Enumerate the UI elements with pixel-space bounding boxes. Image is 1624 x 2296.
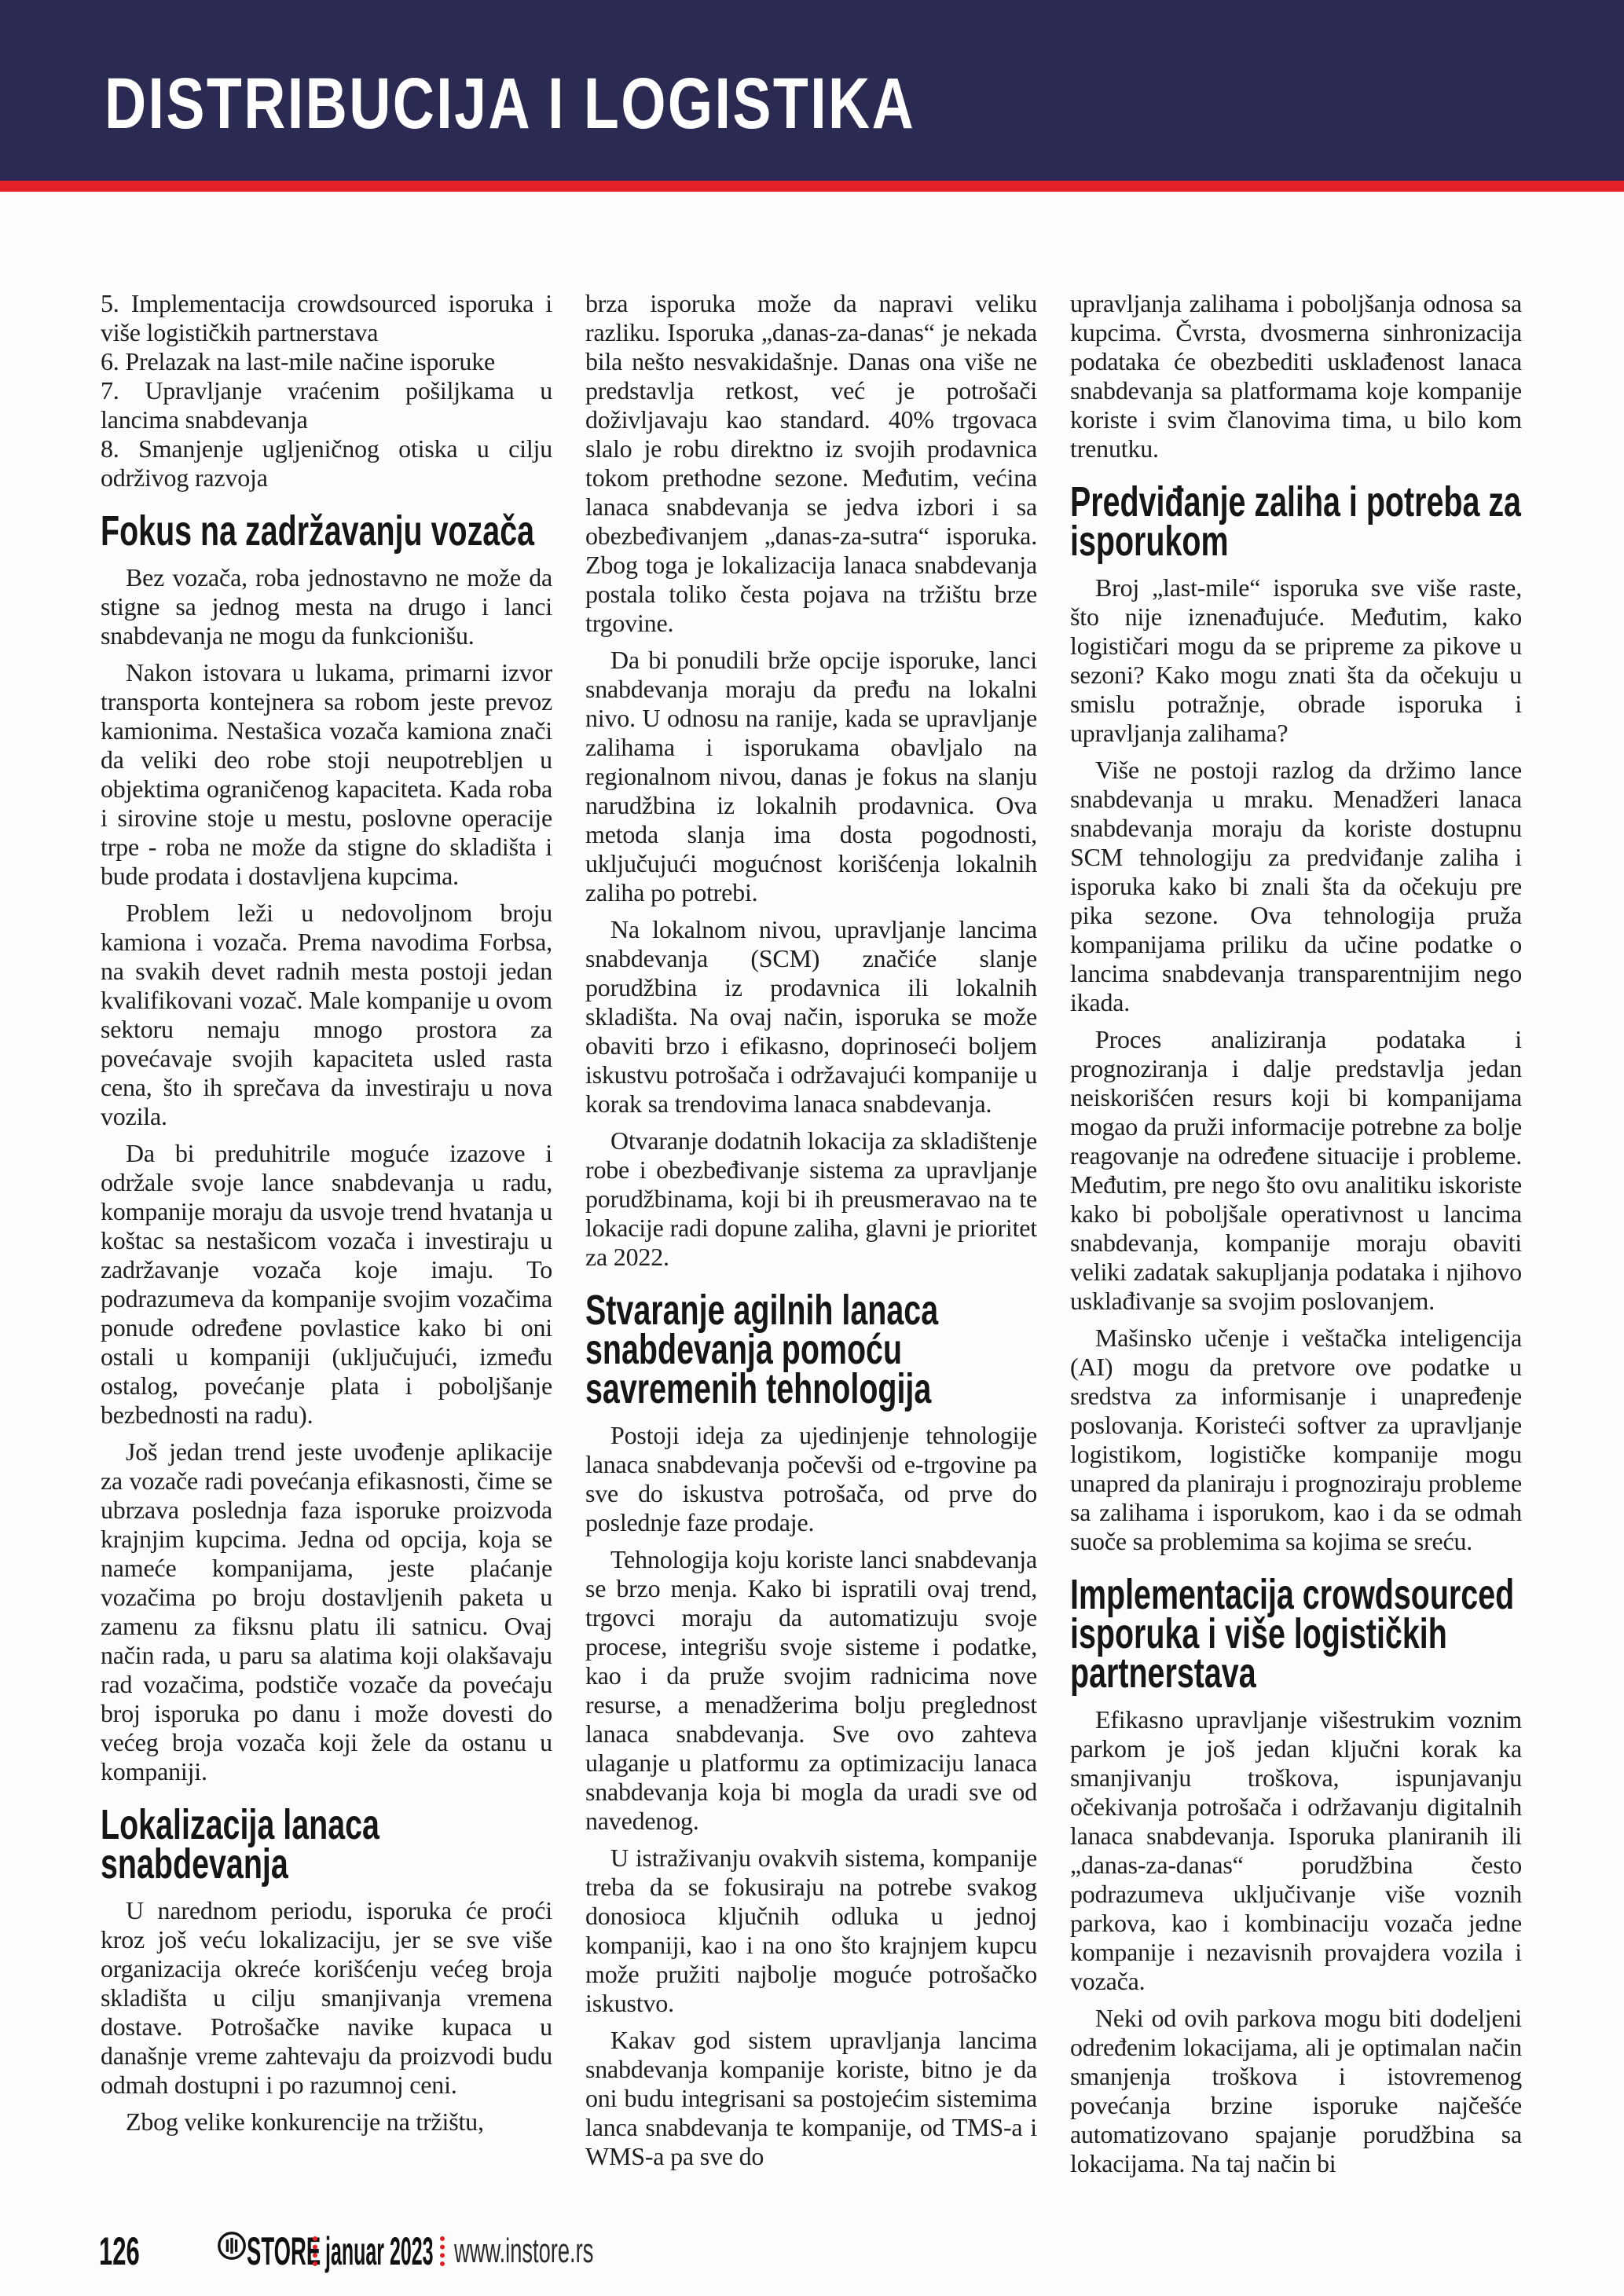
column-1 [101, 289, 552, 2206]
paragraph: Više ne postoji razlog da držimo lance snabdevanja u mraku. Menadžeri lanaca snabdevanja moraju da koriste dostupnu SCM tehnologiju za predviđanje zaliha i isporuka kako bi znali šta da očekuju pre pika sezone. Ova tehnologija pruža kompanijama priliku da učine podatke o lancima snabdevanja transparentnijim nego ikada. [1070, 756, 1522, 1016]
section-heading: Implementacija crowdsourced isporuka i više logističkih partnerstava [1070, 1571, 1515, 1697]
paragraph: Na lokalnom nivou, upravljanje lancima snabdevanja (SCM) značiće slanje porudžbina iz prodavnica ili lokalnih skladišta. Na ovaj način, isporuka se može obaviti brzo i efikasno, doprinoseći boljem iskustvu potrošača i održavajući kompanije u korak sa trendovima lanaca snabdevanja. [585, 915, 1037, 1118]
paragraph: upravljanja zalihama i poboljšanja odnosa sa kupcima. Čvrsta, dvosmerna sinhronizacija podataka će obezbediti usklađenost lanaca snabdevanja sa platformama koje kompanije koriste i svim članovima tima, u bilo kom trenutku. [1070, 289, 1522, 463]
paragraph: U narednom periodu, isporuka će proći kroz još veću lokalizaciju, jer se sve više organizacija okreće korišćenju većeg broja skladišta u cilju smanjivanja vremena dostave. Potrošačke navike kupaca u današnje vreme zahtevaju da proizvodi budu odmah dostupni i po razumnoj ceni. [101, 1896, 552, 2099]
website-url: www.instore.rs [454, 2232, 594, 2270]
list-item: 8. Smanjenje ugljeničnog otiska u cilju održivog razvoja [101, 434, 552, 492]
paragraph: Da bi ponudili brže opcije isporuke, lanci snabdevanja moraju da pređu na lokalni nivo. U odnosu na ranije, kada se upravljanje zalihama i isporukama obavljalo na regionalnom nivou, danas je fokus na slanju narudžbina iz lokalnih prodavnica. Ova metoda slanja ima dosta pogodnosti, uključujući mogućnost korišćenja lokalnih zaliha po potrebi. [585, 646, 1037, 906]
paragraph: Tehnologija koju koriste lanci snabdevanja se brzo menja. Kako bi ispratili ovaj trend, trgovci moraju da automatizuju svoje procese, integrišu svoje sisteme i podatke, kao i da pruže svojim radnicima nove resurse, a menadžerima bolju preglednost lanaca snabdevanja. Sve ovo zahteva ulaganje u platformu za optimizaciju lanaca snabdevanja koja bi mogla da uradi sve od navedenog. [585, 1545, 1037, 1835]
paragraph: Zbog velike konkurencije na tržištu, [126, 2107, 484, 2136]
paragraph: Nakon istovara u lukama, primarni izvor transporta kontejnera sa robom jeste prevoz kamionima. Nestašica vozača kamiona znači da veliki deo robe stoji neupotrebljen u objektima ograničenog kapaciteta. Kada roba i sirovine stoje u mestu, poslovne operacije trpe - roba ne može da stigne do skladišta i bude prodata i dostavljena kupcima. [101, 658, 552, 890]
paragraph: Postoji ideja za ujedinjenje tehnologije lanaca snabdevanja počevši od e-trgovine pa sve do iskustva potrošača, od prve do poslednje faze prodaje. [585, 1421, 1037, 1536]
paragraph: Efikasno upravljanje višestrukim voznim parkom je još jedan ključni korak ka smanjivanju troškova, ispunjavanju očekivanja potrošača i održavanju digitalnih lanaca snabdevanja. Isporuka planiranih ili „danas-za-danas“ porudžbina često podrazumeva uključivanje više voznih parkova, kao i kombinaciju vozača jedne kompanije i nezavisnih provajdera vozila i vozača. [1070, 1705, 1522, 1995]
paragraph: Broj „last-mile“ isporuka sve više raste, što nije iznenađujuće. Međutim, kako logističari mogu da se pripreme za pikove u sezoni? Kako mogu znati šta da očekuju u smislu potražnje, obrade isporuka i upravljanja zalihama? [1070, 573, 1522, 747]
page-title: DISTRIBUCIJA I LOGISTIKA [104, 64, 916, 144]
section-heading: Stvaranje agilnih lanaca snabdevanja pomoću savremenih tehnologija [585, 1287, 939, 1412]
paragraph: Problem leži u nedovoljnom broju kamiona i vozača. Prema navodima Forbsa, na svakih devet radnih mesta postoji jedan kvalifikovani vozač. Male kompanije u ovom sektoru nemaju mnogo prostora za povećavaje svojih kapaciteta usled rasta cena, što ih sprečava da investiraju u nova vozila. [101, 899, 552, 1130]
dotted-divider [440, 2236, 445, 2266]
paragraph: Mašinsko učenje i veštačka inteligencija (AI) mogu da pretvore ove podatke u sredstva za informisanje i unapređenje poslovanja. Koristeći softver za upravljanje logistikom, logističke kompanije mogu unapred da planiraju i prognoziraju probleme sa zalihama i isporukom, kao i da se odmah suoče sa problemima sa kojima se sreću. [1070, 1324, 1522, 1555]
page-footer [0, 2231, 1624, 2278]
list-item: 5. Implementacija crowdsourced isporuka i više logističkih partnerstava [101, 289, 552, 346]
paragraph: Neki od ovih parkova mogu biti dodeljeni određenim lokacijama, ali je optimalan način smanjenja troškova i istovremenog povećanja brzine isporuke najčešće automatizovano spajanje porudžbina sa lokacijama. Na taj način bi [1070, 2004, 1522, 2177]
article-columns [101, 289, 1523, 2206]
dotted-divider [313, 2236, 317, 2266]
column-2 [585, 289, 1037, 2206]
column-3 [1070, 289, 1522, 2206]
accent-divider [0, 181, 1624, 192]
paragraph: Kakav god sistem upravljanja lancima snabdevanja kompanije koriste, bitno je da oni budu integrisani sa postojećim sistemima lanca snabdevanja te kompanije, od TMS-a i WMS-a pa sve do [585, 2026, 1037, 2170]
section-heading: Lokalizacija lanaca snabdevanja [101, 1801, 379, 1888]
section-heading: Predviđanje zaliha i potreba za isporukom [1070, 478, 1521, 565]
paragraph: Otvaranje dodatnih lokacija za skladištenje robe i obezbeđivanje sistema za upravljanje porudžbinama, koji bi ih preusmeravao na te lokacije radi dopune zaliha, glavni je prioritet za 2022. [585, 1126, 1037, 1271]
page-header-banner [0, 0, 1624, 181]
brand-name: STORE [247, 2229, 321, 2273]
section-heading: Fokus na zadržavanju vozača [101, 507, 535, 555]
list-item: 7. Upravljanje vraćenim pošiljkama u lancima snabdevanja [101, 376, 552, 434]
paragraph: brza isporuka može da napravi veliku razliku. Isporuka „danas-za-danas“ je nekada bila nešto nesvakidašnje. Danas ona više ne predstavlja retkost, već je potrošači doživljavaju kao standard. 40% trgovaca slalo je robu direktno iz svojih prodavnica tokom prethodne sezone. Međutim, većina lanaca snabdevanja se jedva izbori i sa obezbeđivanjem „danas-za-sutra“ isporuka. Zbog toga je lokalizacija lanaca snabdevanja postala toliko česta pojava na tržištu brze trgovine. [585, 289, 1037, 637]
paragraph: Proces analiziranja podataka i prognoziranja i dalje predstavlja jedan neiskorišćen resurs koji bi kompanijama mogao da pruži informacije potrebne za bolje reagovanje na određene situacije i probleme. Međutim, pre nego što ovu analitiku iskoriste kako bi poboljšale operativnost u lancima snabdevanja, kompanije moraju obaviti veliki zadatak sakupljanja podataka i njihovo usklađivanje sa svojim poslovanjem. [1070, 1025, 1522, 1315]
list-item: 6. Prelazak na last-mile načine isporuke [101, 347, 496, 375]
paragraph: Bez vozača, roba jednostavno ne može da stigne sa jednog mesta na drugo i lanci snabdevanja ne mogu da funkcionišu. [101, 563, 552, 650]
page-number: 126 [99, 2229, 140, 2273]
paragraph: U istraživanju ovakvih sistema, kompanije treba da se fokusiraju na potrebe svakog donosioca ključnih odluka u jednoj kompaniji, kao i na ono što krajnjem kupcu može pružiti najbolje moguće potrošačko iskustvo. [585, 1844, 1037, 2017]
instore-logo-icon [217, 2231, 247, 2272]
paragraph: Da bi preduhitrile moguće izazove i održale svoje lance snabdevanja u radu, kompanije moraju da usvoje trend hvatanja u koštac sa nestašicom vozača i investiraju u zadržavanje vozača koje imaju. To podrazumeva da kompanije svojim vozačima ponude određene povlastice kako bi oni ostali u kompaniji (uključujući, između ostalog, povećanje plata i poboljšanje bezbednosti na radu). [101, 1139, 552, 1429]
issue-date: januar 2023 [325, 2229, 434, 2273]
paragraph: Još jedan trend jeste uvođenje aplikacije za vozače radi povećanja efikasnosti, čime se ubrzava poslednja faza isporuke proizvoda krajnjim kupcima. Jedna od opcija, koja se nameće kompanijama, jeste plaćanje vozačima po broju dostavljenih paketa u zamenu za fiksnu platu ili satnicu. Ovaj način rada, u paru sa alatima koji olakšavaju rad vozačima, podstiče vozače da povećaju broj isporuka po danu i može dovesti do većeg broja vozača koji žele da ostanu u kompaniji. [101, 1437, 552, 1785]
